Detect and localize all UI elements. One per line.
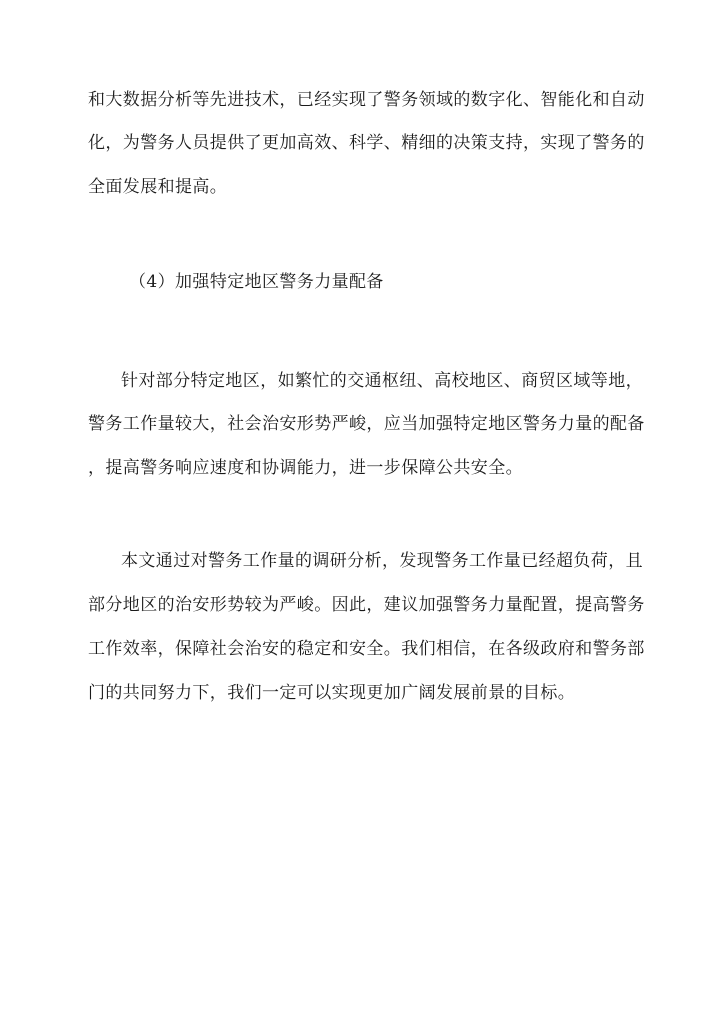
paragraph-line: 门的共同努力下，我们一定可以实现更加广阔发展前景的目标。 — [88, 683, 576, 703]
paragraph-line: 全面发展和提高。 — [88, 177, 228, 197]
paragraph-line: 工作效率，保障社会治安的稳定和安全。我们相信，在各级政府和警务部 — [88, 639, 645, 659]
paragraph-line: ，提高警务响应速度和协调能力，进一步保障公共安全。 — [88, 458, 523, 478]
paragraph-line: 化，为警务人员提供了更加高效、科学、精细的决策支持，实现了警务的 — [88, 133, 645, 153]
paragraph-line: 和大数据分析等先进技术，已经实现了警务领域的数字化、智能化和自动 — [88, 90, 645, 110]
paragraph-line: 针对部分特定地区，如繁忙的交通枢纽、高校地区、商贸区域等地， — [121, 371, 643, 391]
section-heading: （4）加强特定地区警务力量配备 — [129, 272, 384, 292]
paragraph-line: 警务工作量较大，社会治安形势严峻，应当加强特定地区警务力量的配备 — [88, 414, 645, 434]
paragraph-line: 部分地区的治安形势较为严峻。因此，建议加强警务力量配置，提高警务 — [88, 595, 645, 615]
paragraph-line: 本文通过对警务工作量的调研分析，发现警务工作量已经超负荷，且 — [121, 551, 643, 571]
